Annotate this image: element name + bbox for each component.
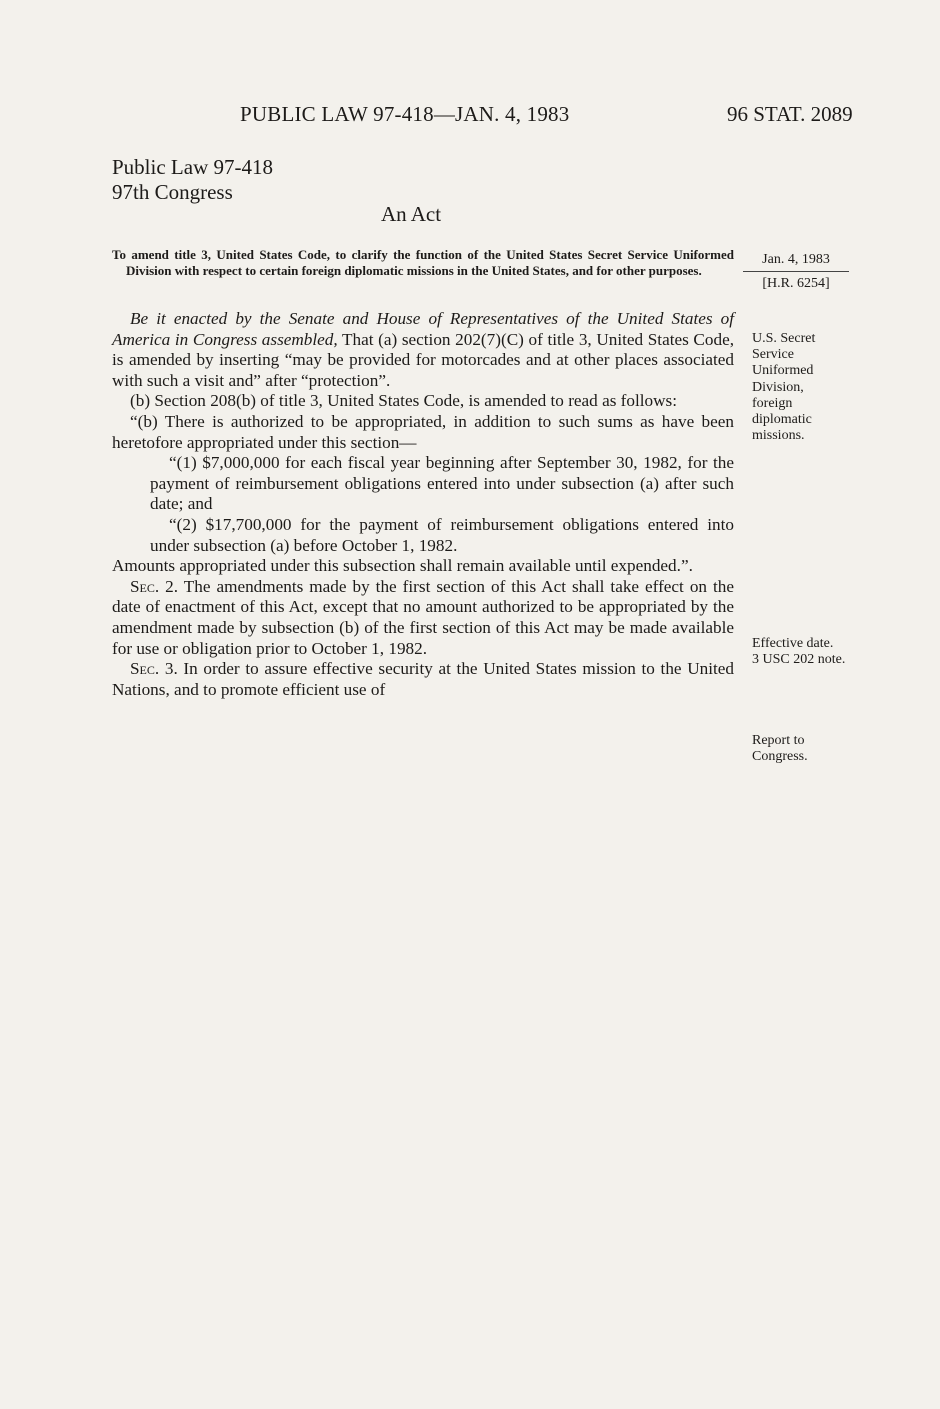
margin-note-line: Congress. <box>752 749 808 765</box>
section-2 <box>112 577 734 659</box>
section-2-label: Sec. 2. <box>130 576 179 596</box>
margin-note-line: Effective date. <box>752 636 834 651</box>
an-act-heading: An Act <box>381 202 442 226</box>
act-body <box>112 309 734 700</box>
section-2-text: The amendments made by the first section of this Act shall take effect on the date of enactment of this Act, except that no amount authorized to be appropriated by the amendment made by subsection (b) of the first section of this Act may be made available for use or obligation prior to October 1, 1982. <box>112 576 734 658</box>
margin-note-line: Service <box>752 347 794 363</box>
margin-note-secret-service <box>752 331 882 444</box>
amounts-clause: Amounts appropriated under this subsection shall remain available until expended.”. <box>112 556 693 576</box>
section-3 <box>112 659 734 700</box>
section-1a-text: That (a) section 202(7)(C) of title 3, United States Code, is amended by inserting “may be provided for motorcades and at other places associated with such a visit and” after “protection”. <box>112 329 735 390</box>
margin-note-line: diplomatic <box>752 412 812 428</box>
margin-note-line: Division, <box>752 379 804 395</box>
margin-note-line: Report to <box>752 733 805 748</box>
congress-number: 97th Congress <box>112 180 233 204</box>
enactment-date-note <box>743 251 849 292</box>
running-head-stat-page: 96 STAT. 2089 <box>727 102 853 126</box>
margin-note-report <box>752 733 882 765</box>
paragraph-1: “(1) $7,000,000 for each fiscal year beginning after September 30, 1982, for the payment of reimbursement obligations entered into under subsection (a) after such date; and <box>150 453 734 514</box>
section-3-label: Sec. 3. <box>130 659 178 679</box>
date-rule <box>743 271 849 272</box>
section-3-text: In order to assure effective security at the United States mission to the United Nations, and to promote efficient use of <box>112 659 734 699</box>
enactment-date: Jan. 4, 1983 <box>762 252 830 267</box>
margin-note-line: 3 USC 202 note. <box>752 652 846 668</box>
purpose-statement: To amend title 3, United States Code, to clarify the function of the United States Secret Service Uniformed Division with respect to certain foreign diplomatic missions in the United States, and for other purposes. <box>112 247 734 278</box>
margin-note-line: foreign <box>752 395 793 411</box>
enacting-formula: Be it enacted by the Senate and House of Representatives of the United States of America in Congress assembled, <box>112 309 734 349</box>
running-head-title: PUBLIC LAW 97-418—JAN. 4, 1983 <box>240 102 570 126</box>
quoted-subsection-b: “(b) There is authorized to be appropriated, in addition to such sums as have been heretofore appropriated under this section— <box>112 411 734 452</box>
section-1b: (b) Section 208(b) of title 3, United States Code, is amended to read as follows: <box>130 391 678 411</box>
enacting-clause <box>112 309 734 391</box>
public-law-number: Public Law 97-418 <box>112 155 273 179</box>
bill-number: [H.R. 6254] <box>762 276 830 291</box>
margin-note-line: missions. <box>752 428 805 444</box>
margin-note-line: Uniformed <box>752 363 814 379</box>
margin-note-line: U.S. Secret <box>752 331 816 346</box>
margin-note-effective-date <box>752 636 882 668</box>
paragraph-2: “(2) $17,700,000 for the payment of reimbursement obligations entered into under subsection (a) before October 1, 1982. <box>150 514 734 555</box>
